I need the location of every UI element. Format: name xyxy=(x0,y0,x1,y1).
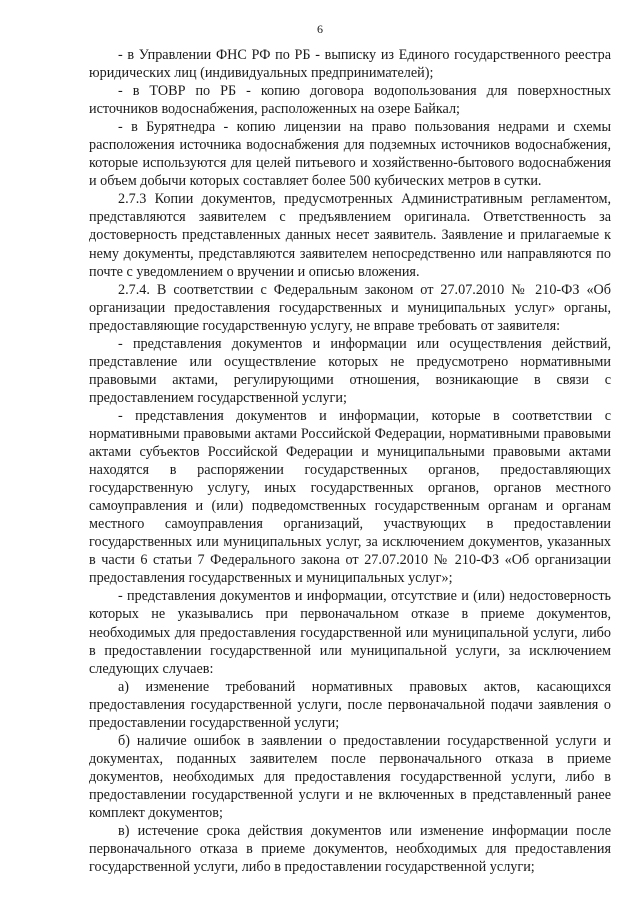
document-body xyxy=(89,46,611,876)
page-number: 6 xyxy=(317,22,323,36)
paragraph-prohibition-1: - представления документов и информации или осуществления действий, представление или осуществление которых не предусмотрено нормативными правовыми актами, регулирующими отношения, возникающие в связи с предоставлением государственной услуги; xyxy=(89,335,611,406)
paragraph-prohibition-3: - представления документов и информации, отсутствие и (или) недостоверность которых не указывались при первоначальном отказе в приеме документов, необходимых для предоставления государственной или муниципальной услуги, либо в предоставлении государственной или муниципальной услуги, за исключением следующих случаев: xyxy=(89,588,611,677)
paragraph-2-7-3: 2.7.3 Копии документов, предусмотренных Административным регламентом, представляются заявителем с предъявлением оригинала. Ответственность за достоверность представленных данных несет заявитель. Заявление и прилагаемые к нему документы, представляются заявителем непосредственно или направляются по почте с уведомлением о вручении и описью вложения. xyxy=(89,191,611,280)
paragraph-case-a: а) изменение требований нормативных правовых актов, касающихся предоставления государственной услуги, после первоначальной подачи заявления о предоставлении государственной услуги; xyxy=(89,678,611,731)
paragraph-tovr-contract: - в ТОВР по РБ - копию договора водопользования для поверхностных источников водоснабжения, расположенных на озере Байкал; xyxy=(89,83,611,118)
paragraph-case-v: в) истечение срока действия документов или изменение информации после первоначального отказа в приеме документов, необходимых для предоставления государственной услуги, либо в предоставлении государственной услуги; xyxy=(89,823,611,876)
paragraph-case-b: б) наличие ошибок в заявлении о предоставлении государственной услуги и документах, поданных заявителем после первоначального отказа в приеме документов, необходимых для предоставления государственной услуги, либо в предоставлении государственной услуги и не включенных в представленный ранее комплект документов; xyxy=(89,732,611,821)
paragraph-buryatnedra-license: - в Бурятнедра - копию лицензии на право пользования недрами и схемы расположения источника водоснабжения для подземных источников водоснабжения, которые используются для целей питьевого и хозяйственно-бытового водоснабжения и объем добычи которых составляет более 500 кубических метров в сутки. xyxy=(89,119,611,190)
paragraph-prohibition-2: - представления документов и информации, которые в соответствии с нормативными правовыми актами Российской Федерации, нормативными правовыми актами субъектов Российской Федерации и муниципальными правовыми актами находятся в распоряжении государственных органов, предоставляющих государственную услугу, иных государственных органов, органов местного самоуправления и (или) подведомственных государственным органам и органам местного самоуправления организаций, участвующих в предоставлении государственных или муниципальных услуг, за исключением документов, указанных в части 6 статьи 7 Федерального закона от 27.07.2010 № 210-ФЗ «Об организации предоставления государственных и муниципальных услуг»; xyxy=(89,407,611,587)
paragraph-2-7-4: 2.7.4. В соответствии с Федеральным законом от 27.07.2010 № 210-ФЗ «Об организации предоставления государственных и муниципальных услуг» органы, предоставляющие государственную услугу, не вправе требовать от заявителя: xyxy=(89,281,611,334)
paragraph-fns-extract: - в Управлении ФНС РФ по РБ - выписку из Единого государственного реестра юридических лиц (индивидуальных предпринимателей); xyxy=(89,47,611,82)
